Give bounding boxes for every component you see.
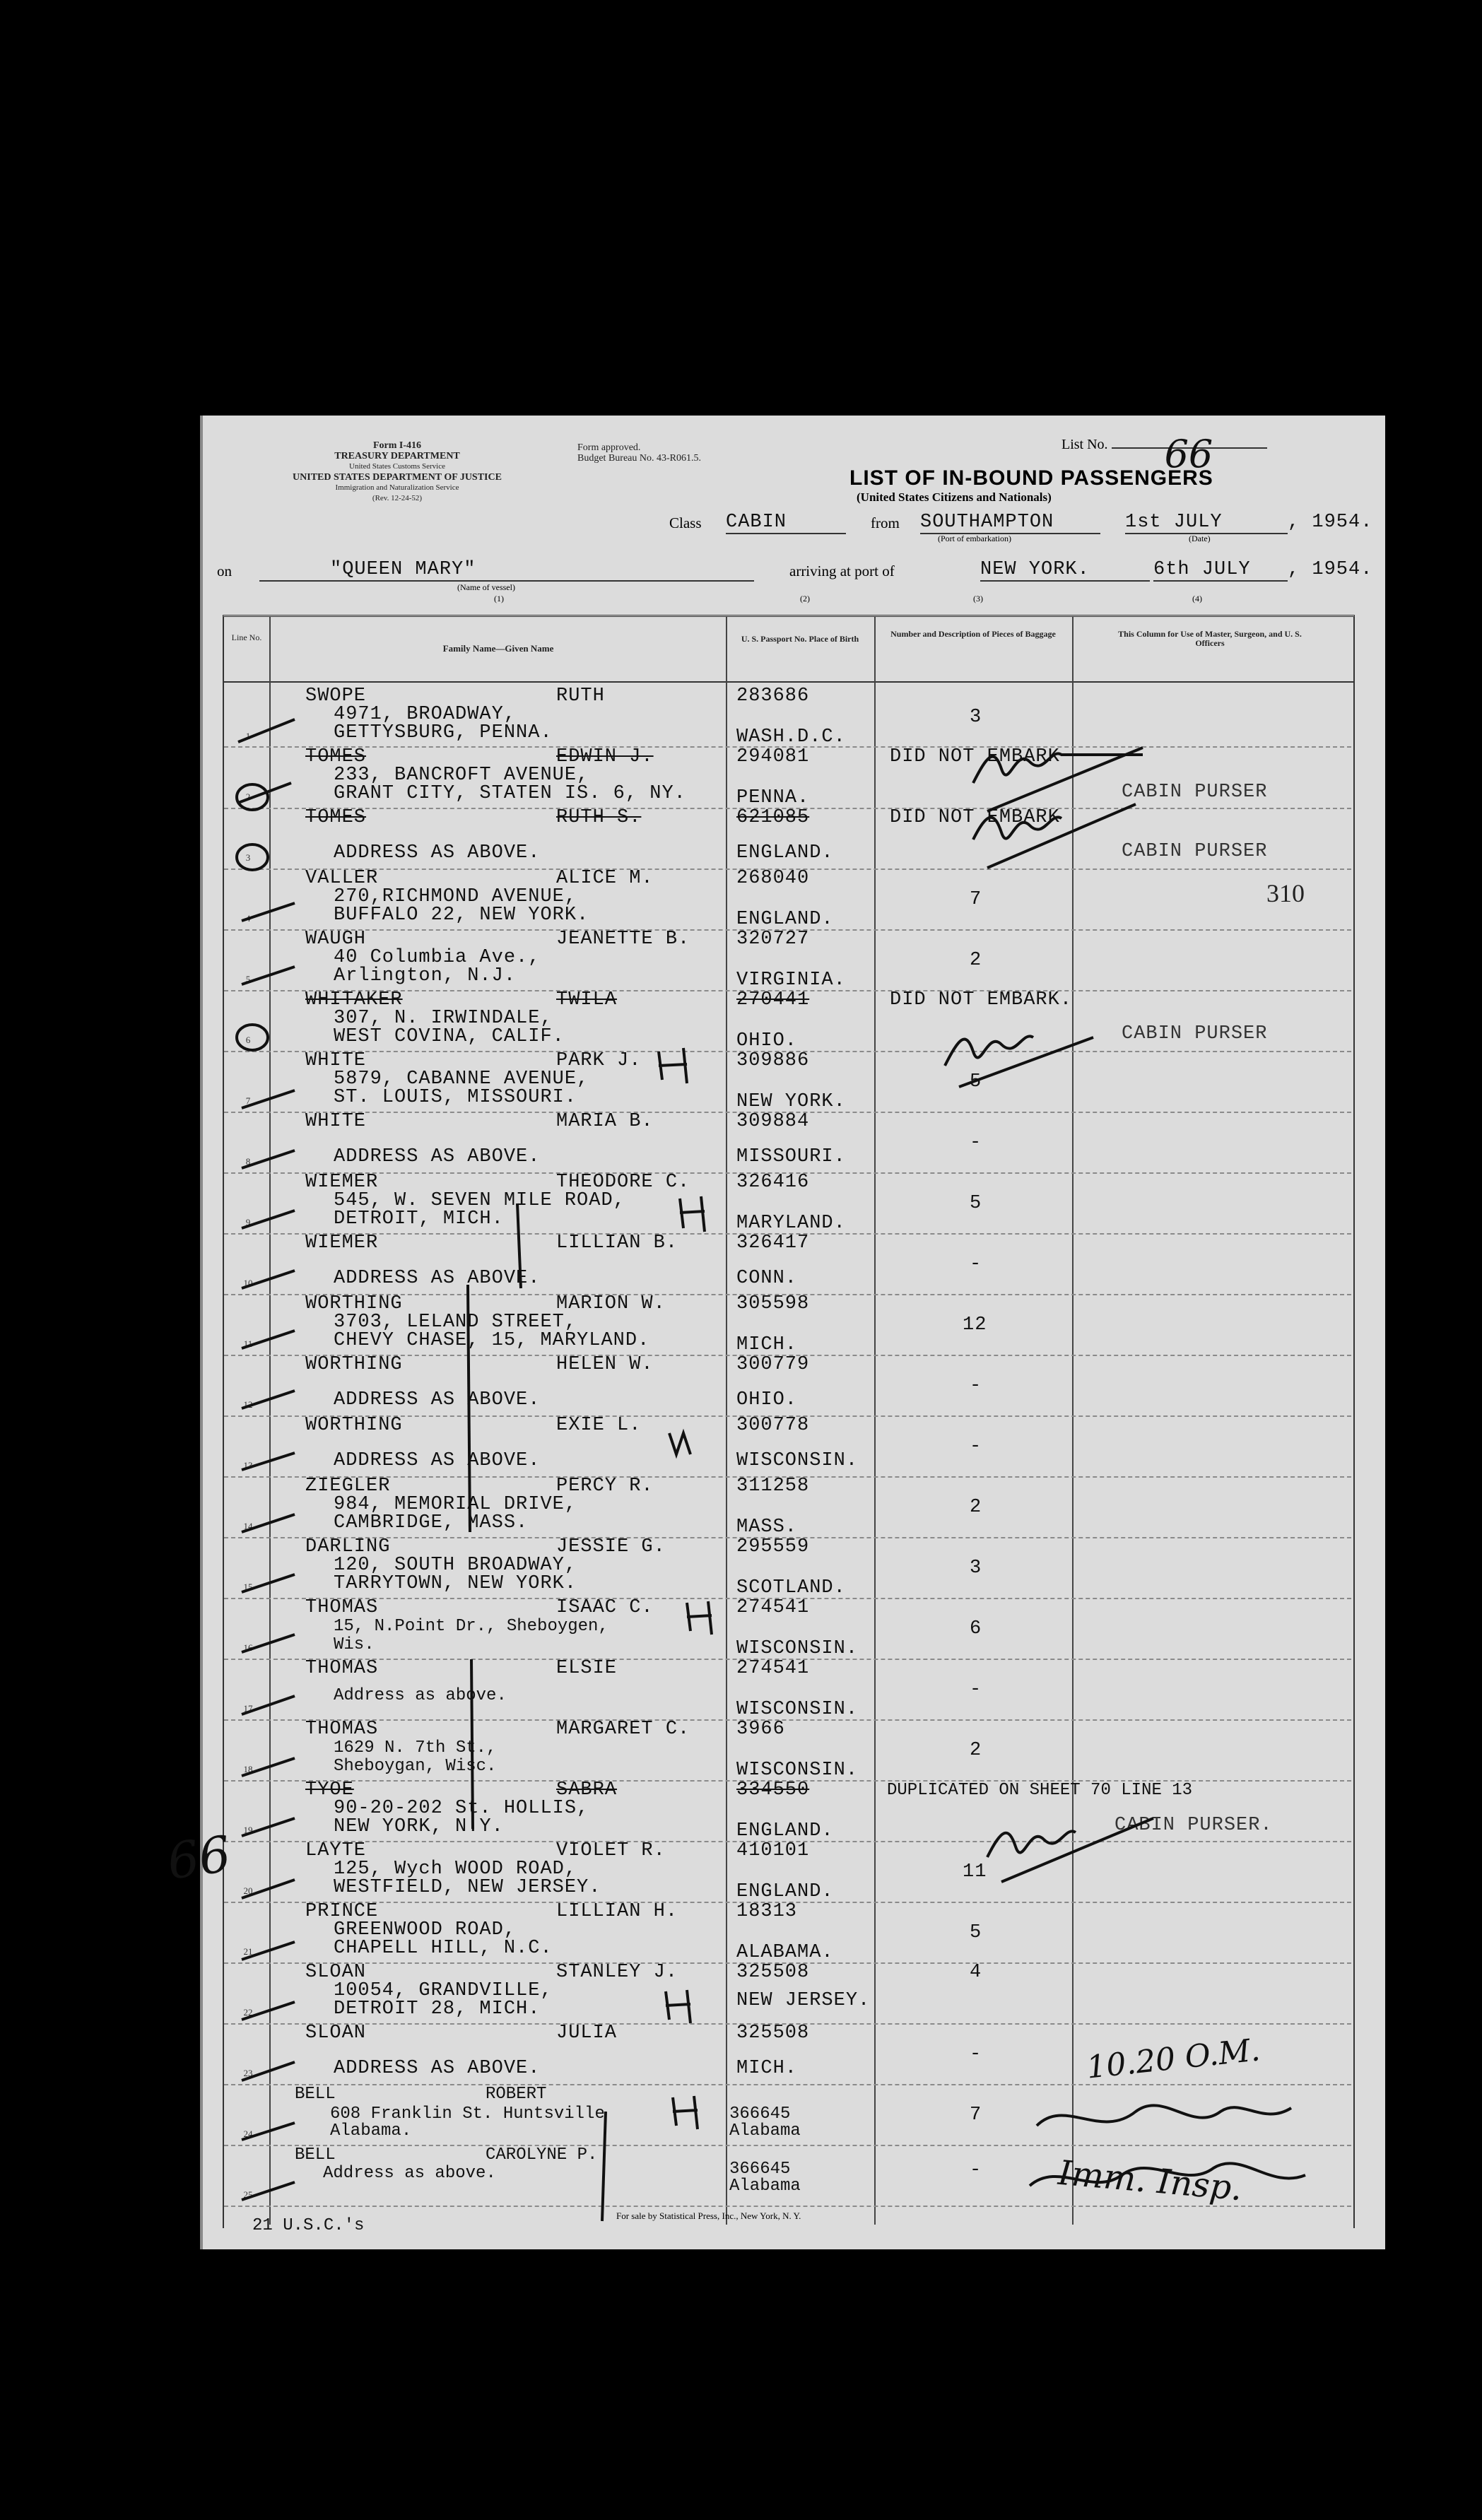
entry-11 [203,1293,1385,1354]
given-name: PERCY R. [556,1476,654,1497]
family-name: SLOAN [305,1962,367,1983]
address-line-1: 307, N. IRWINDALE, [334,1008,553,1029]
family-name: TOMES [305,746,367,767]
column-header-baggage: Number and Description of Pieces of Baggage [890,629,1056,639]
row-divider [224,2206,1351,2207]
address-line-1: 233, BANCROFT AVENUE, [334,765,589,786]
passport-number: 294081 [736,746,810,767]
given-name: MARGARET C. [556,1719,690,1740]
family-name: WIEMER [305,1172,379,1193]
given-name: ELSIE [556,1658,618,1679]
address-line-2: DETROIT, MICH. [334,1208,504,1230]
passport-number: 621085 [736,807,810,828]
place-of-birth: MICH. [736,1334,798,1355]
address-line-1: ADDRESS AS ABOVE. [334,1146,541,1167]
footer-count: 21 U.S.C.'s [252,2216,365,2235]
line-number: 10 [243,1278,253,1288]
address-line-1: ADDRESS AS ABOVE. [334,1389,541,1411]
binder-hole [146,2168,179,2201]
address-line-2: Alabama. [330,2121,412,2141]
baggage-count: - [970,1375,982,1396]
line-number: 18 [243,1764,253,1774]
family-name: DARLING [305,1536,391,1558]
officer-remark: CABIN PURSER [1122,1023,1268,1044]
embarkation-date: 1st JULY [1125,512,1288,534]
line-number: 23 [243,2068,253,2078]
address-line-1: 90-20-202 St. HOLLIS, [334,1798,589,1819]
entry-21 [203,1901,1385,1962]
place-of-birth: WISCONSIN. [736,1638,859,1659]
justice-department: UNITED STATES DEPARTMENT OF JUSTICE [293,472,502,483]
line-number: 8 [245,1156,251,1167]
given-name: LILLIAN H. [556,1901,678,1922]
inspector-title-annotation: Imm. Insp. [1057,2153,1244,2209]
address-line-1: 40 Columbia Ave., [334,947,541,968]
address-line-2: WEST COVINA, CALIF. [334,1026,565,1047]
family-name: ZIEGLER [305,1476,391,1497]
address-line-1: ADDRESS AS ABOVE. [334,1268,541,1289]
address-line-1: ADDRESS AS ABOVE. [334,2058,541,2079]
line-number: 5 [245,974,251,984]
family-name: WORTHING [305,1354,403,1375]
place-of-birth: MICH. [736,2058,798,2079]
passport-number: 3966 [736,1719,785,1740]
date-caption: (Date) [1189,534,1211,543]
given-name: ISAAC C. [556,1597,654,1618]
address-line-1: 3703, LELAND STREET, [334,1312,577,1333]
list-number-label: List No. [1061,437,1108,452]
given-name: SABRA [556,1779,618,1801]
address-line-1: ADDRESS AS ABOVE. [334,842,541,864]
column-caption-2: (2) [800,594,810,603]
on-label: on [217,563,232,579]
passport-number: 283686 [736,685,810,707]
entry-14 [203,1476,1385,1536]
baggage-count: 2 [970,1497,982,1518]
entry-1 [203,685,1385,746]
address-line-2: CHAPELL HILL, N.C. [334,1938,553,1959]
place-of-birth: Alabama [729,2121,801,2141]
binder-hole [146,967,179,999]
address-line-2: CHEVY CHASE, 15, MARYLAND. [334,1330,650,1351]
baggage-count: - [970,1436,982,1457]
given-name: PARK J. [556,1050,642,1071]
line-number: 25 [243,2189,253,2200]
passport-number: 326416 [736,1172,810,1193]
passport-number: 309884 [736,1111,810,1132]
address-line-2: BUFFALO 22, NEW YORK. [334,905,589,926]
manifest-sheet [163,416,1385,2249]
passport-number: 305598 [736,1293,810,1314]
column-header-name: Family Name—Given Name [442,643,554,654]
given-name: ALICE M. [556,868,654,889]
form-approved: Form approved. [577,442,641,453]
column-header-officers: This Column for Use of Master, Surgeon, and U. S. Officers [1118,629,1302,648]
line-number: 16 [243,1642,253,1653]
line-number: 13 [243,1460,253,1471]
class-label: Class [669,514,702,531]
officer-remark: CABIN PURSER [1122,841,1268,862]
address-line-1: 125, Wych WOOD ROAD, [334,1859,577,1880]
place-of-birth: ENGLAND. [736,1881,834,1902]
line-number: 22 [243,2007,253,2018]
customs-service: United States Customs Service [349,462,445,471]
family-name: PRINCE [305,1901,379,1922]
place-of-birth: CONN. [736,1268,798,1289]
address-line-2: CAMBRIDGE, MASS. [334,1512,529,1533]
footer-printer: For sale by Statistical Press, Inc., New York, N. Y. [616,2210,801,2221]
line-number: 15 [243,1582,253,1592]
line-number: 24 [243,2129,253,2139]
place-of-birth: WISCONSIN. [736,1450,859,1471]
class-value: CABIN [726,512,846,534]
arriving-label: arriving at port of [789,563,895,579]
form-revision: (Rev. 12-24-52) [372,494,423,502]
address-line-1: 1629 N. 7th St., [334,1738,497,1757]
place-of-birth: ENGLAND. [736,909,834,930]
address-line-2: Arlington, N.J. [334,965,517,987]
binder-hole [146,1030,179,1063]
passport-number: 300778 [736,1415,810,1436]
given-name: RUTH [556,685,605,707]
baggage-count: 3 [970,707,982,728]
baggage-count: 3 [970,1558,982,1579]
given-name: HELEN W. [556,1354,654,1375]
given-name: CAROLYNE P. [486,2145,598,2165]
given-name: ROBERT [486,2085,547,2104]
place-of-birth: ENGLAND. [736,842,834,864]
entry-19 [203,1779,1385,1840]
line-number: 21 [243,1946,253,1957]
entry-22 [203,1962,1385,2023]
address-line-2: GETTYSBURG, PENNA. [334,722,553,743]
line-number: 2 [245,791,251,802]
port-of-embarkation: SOUTHAMPTON [920,512,1100,534]
place-of-birth: MISSOURI. [736,1146,846,1167]
line-number: 3 [245,852,251,863]
address-line-2: GRANT CITY, STATEN IS. 6, NY. [334,783,686,804]
given-name: JULIA [556,2023,618,2044]
entry-9 [203,1172,1385,1232]
family-name: WIEMER [305,1232,379,1254]
given-name: MARION W. [556,1293,666,1314]
header-divider [223,681,1353,683]
entry-13 [203,1415,1385,1476]
address-line-1: ADDRESS AS ABOVE. [334,1450,541,1471]
given-name: STANLEY J. [556,1962,678,1983]
passport-number: 268040 [736,868,810,889]
officer-remark: CABIN PURSER [1122,782,1268,803]
treasury-department: TREASURY DEPARTMENT [334,451,460,461]
passport-number: 18313 [736,1901,798,1922]
given-name: JESSIE G. [556,1536,666,1558]
family-name: WHITE [305,1050,367,1071]
family-name: SWOPE [305,685,367,707]
baggage-count: - [970,1254,982,1275]
entry-18 [203,1719,1385,1779]
family-name: THOMAS [305,1719,379,1740]
line-number: 12 [243,1399,253,1410]
baggage-count: 6 [970,1618,982,1639]
address-line-1: 10054, GRANDVILLE, [334,1980,553,2001]
margin-stamp-number: 310 [1266,879,1305,907]
list-number-row [1061,432,1267,476]
baggage-count: - [970,2044,982,2065]
baggage-count: 5 [970,1922,982,1943]
entry-3 [203,807,1385,868]
passport-number: 270441 [736,989,810,1011]
line-number: 17 [243,1703,253,1714]
baggage-count: - [970,2160,982,2181]
address-line-1: 5879, CABANNE AVENUE, [334,1068,589,1090]
binder-hole [146,578,179,611]
entry-15 [203,1536,1385,1597]
form-title: LIST OF IN-BOUND PASSENGERS [849,466,1213,490]
address-line-1: 120, SOUTH BROADWAY, [334,1555,577,1576]
given-name: LILLIAN B. [556,1232,678,1254]
line-number: 4 [245,913,251,924]
family-name: BELL [295,2085,336,2104]
family-name: WORTHING [305,1293,403,1314]
given-name: TWILA [556,989,618,1011]
family-name: WORTHING [305,1415,403,1436]
address-line-2: WESTFIELD, NEW JERSEY. [334,1877,601,1898]
line-number: 20 [243,1885,253,1896]
address-line-1: Address as above. [323,2164,496,2183]
given-name: VIOLET R. [556,1840,666,1861]
baggage-count: - [970,1679,982,1700]
list-number-value: 66 [1164,432,1213,476]
given-name: JEANETTE B. [556,929,690,950]
ins-service: Immigration and Naturalization Service [335,483,459,492]
entry-2 [203,746,1385,807]
place-of-birth: Alabama [729,2177,801,2196]
entry-5 [203,929,1385,989]
passport-number: 309886 [736,1050,810,1071]
passport-number: 274541 [736,1658,810,1679]
family-name: TOMES [305,807,367,828]
entry-8 [203,1111,1385,1172]
binder-hole [146,1794,179,1826]
line-number: 9 [245,1217,251,1227]
address-line-1: 608 Franklin St. Huntsville [330,2104,605,2124]
passport-number: 311258 [736,1476,810,1497]
column-header-passport: U. S. Passport No. Place of Birth [741,634,859,644]
line-number: 14 [243,1521,253,1531]
given-name: THEODORE C. [556,1172,690,1193]
baggage-count: 2 [970,1740,982,1761]
passport-number: 410101 [736,1840,810,1861]
line-number: 11 [243,1338,253,1349]
officer-remark: CABIN PURSER. [1115,1815,1273,1836]
entry-24 [203,2083,1385,2144]
address-line-2: TARRYTOWN, NEW YORK. [334,1573,577,1594]
family-name: SLOAN [305,2023,367,2044]
embarkation-year: , 1954. [1288,512,1373,533]
passport-number: 366645 [729,2160,791,2179]
given-name: EDWIN J. [556,746,654,767]
baggage-count: 4 [970,1962,982,1983]
vessel-caption: (Name of vessel) [457,582,515,592]
address-line-1: 4971, BROADWAY, [334,704,517,725]
passport-number: 325508 [736,2023,810,2044]
given-name: EXIE L. [556,1415,642,1436]
address-line-2: Wis. [334,1635,375,1654]
arrival-year: , 1954. [1288,559,1373,580]
place-of-birth: WISCONSIN. [736,1699,859,1720]
passport-number: 334550 [736,1779,810,1801]
place-of-birth: ENGLAND. [736,1820,834,1842]
entry-17 [203,1658,1385,1719]
entry-16 [203,1597,1385,1658]
baggage-count: 5 [970,1071,982,1093]
line-number: 6 [245,1035,251,1045]
family-name: WAUGH [305,929,367,950]
place-of-birth: PENNA. [736,787,810,808]
column-caption-1: (1) [494,594,504,603]
arrival-date: 6th JULY [1153,559,1288,582]
address-line-1: 270,RICHMOND AVENUE, [334,886,577,907]
passport-number: 274541 [736,1597,810,1618]
budget-bureau: Budget Bureau No. 43-R061.5. [577,453,701,464]
place-of-birth: WASH.D.C. [736,726,846,748]
address-line-1: GREENWOOD ROAD, [334,1919,517,1941]
binder-hole [146,1627,179,1660]
given-name: RUTH S. [556,807,642,828]
column-header-line: Line No. [231,632,262,642]
passport-number: 300779 [736,1354,810,1375]
address-line-2: ST. LOUIS, MISSOURI. [334,1087,577,1108]
column-caption-3: (3) [973,594,983,603]
place-of-birth: OHIO. [736,1389,798,1411]
address-line-2: DETROIT 28, MICH. [334,1998,541,2020]
given-name: MARIA B. [556,1111,654,1132]
line-number: 7 [245,1095,251,1106]
baggage-remark: DID NOT EMBARK. [890,989,1073,1011]
address-line-1: 545, W. SEVEN MILE ROAD, [334,1190,625,1211]
family-name: WHITE [305,1111,367,1132]
line-number: 19 [243,1825,253,1835]
binder-hole [146,1341,179,1374]
address-line-2: NEW YORK, N.Y. [334,1816,504,1837]
margin-annotation-number: 66 [163,1825,235,1891]
baggage-remark: DID NOT EMBARK [890,807,1060,828]
place-of-birth: NEW JERSEY. [736,1990,871,2011]
family-name: THOMAS [305,1658,379,1679]
vessel-name: "QUEEN MARY" [259,559,754,582]
family-name: WHITAKER [305,989,403,1011]
passport-number: 320727 [736,929,810,950]
port-of-arrival: NEW YORK. [980,559,1150,582]
place-of-birth: MASS. [736,1517,798,1538]
passport-number: 326417 [736,1232,810,1254]
place-of-birth: VIRGINIA. [736,970,846,991]
entry-4 [203,868,1385,929]
address-line-1: 984, MEMORIAL DRIVE, [334,1494,577,1515]
baggage-remark: DID NOT EMBARK [890,746,1060,767]
passport-number: 295559 [736,1536,810,1558]
place-of-birth: OHIO. [736,1030,798,1052]
family-name: TYOE [305,1779,354,1801]
baggage-count: 12 [963,1314,987,1336]
passport-number: 325508 [736,1962,810,1983]
baggage-count: 11 [963,1861,987,1883]
column-caption-4: (4) [1192,594,1202,603]
address-line-2: Sheboygan, Wisc. [334,1757,497,1776]
baggage-count: 5 [970,1193,982,1214]
entry-7 [203,1050,1385,1111]
form-subtitle: (United States Citizens and Nationals) [857,490,1052,504]
family-name: THOMAS [305,1597,379,1618]
family-name: BELL [295,2145,336,2165]
port-embarkation-caption: (Port of embarkation) [938,534,1011,543]
from-label: from [871,514,900,531]
address-line-1: Address as above. [334,1686,507,1705]
baggage-count: - [970,1132,982,1153]
baggage-remark: DUPLICATED ON SHEET 70 LINE 13 [887,1781,1193,1800]
inspector-time-annotation: 10.20 O.M. [1085,2032,1262,2086]
form-approval [577,442,701,464]
entry-10 [203,1232,1385,1293]
form-number: Form I-416 [372,440,422,451]
form-agency-block [203,440,592,504]
place-of-birth: ALABAMA. [736,1942,834,1963]
place-of-birth: SCOTLAND. [736,1577,846,1598]
passport-number: 366645 [729,2104,791,2124]
baggage-count: 7 [970,2104,982,2126]
family-name: VALLER [305,868,379,889]
entry-12 [203,1354,1385,1415]
binder-hole [146,458,179,490]
place-of-birth: WISCONSIN. [736,1760,859,1781]
line-number: 1 [245,731,251,741]
address-line-1: 15, N.Point Dr., Sheboygen, [334,1617,608,1636]
place-of-birth: MARYLAND. [736,1213,846,1234]
place-of-birth: NEW YORK. [736,1091,846,1112]
baggage-count: 2 [970,950,982,971]
baggage-count: 7 [970,889,982,910]
family-name: LAYTE [305,1840,367,1861]
entry-20 [203,1840,1385,1901]
entry-6 [203,989,1385,1050]
